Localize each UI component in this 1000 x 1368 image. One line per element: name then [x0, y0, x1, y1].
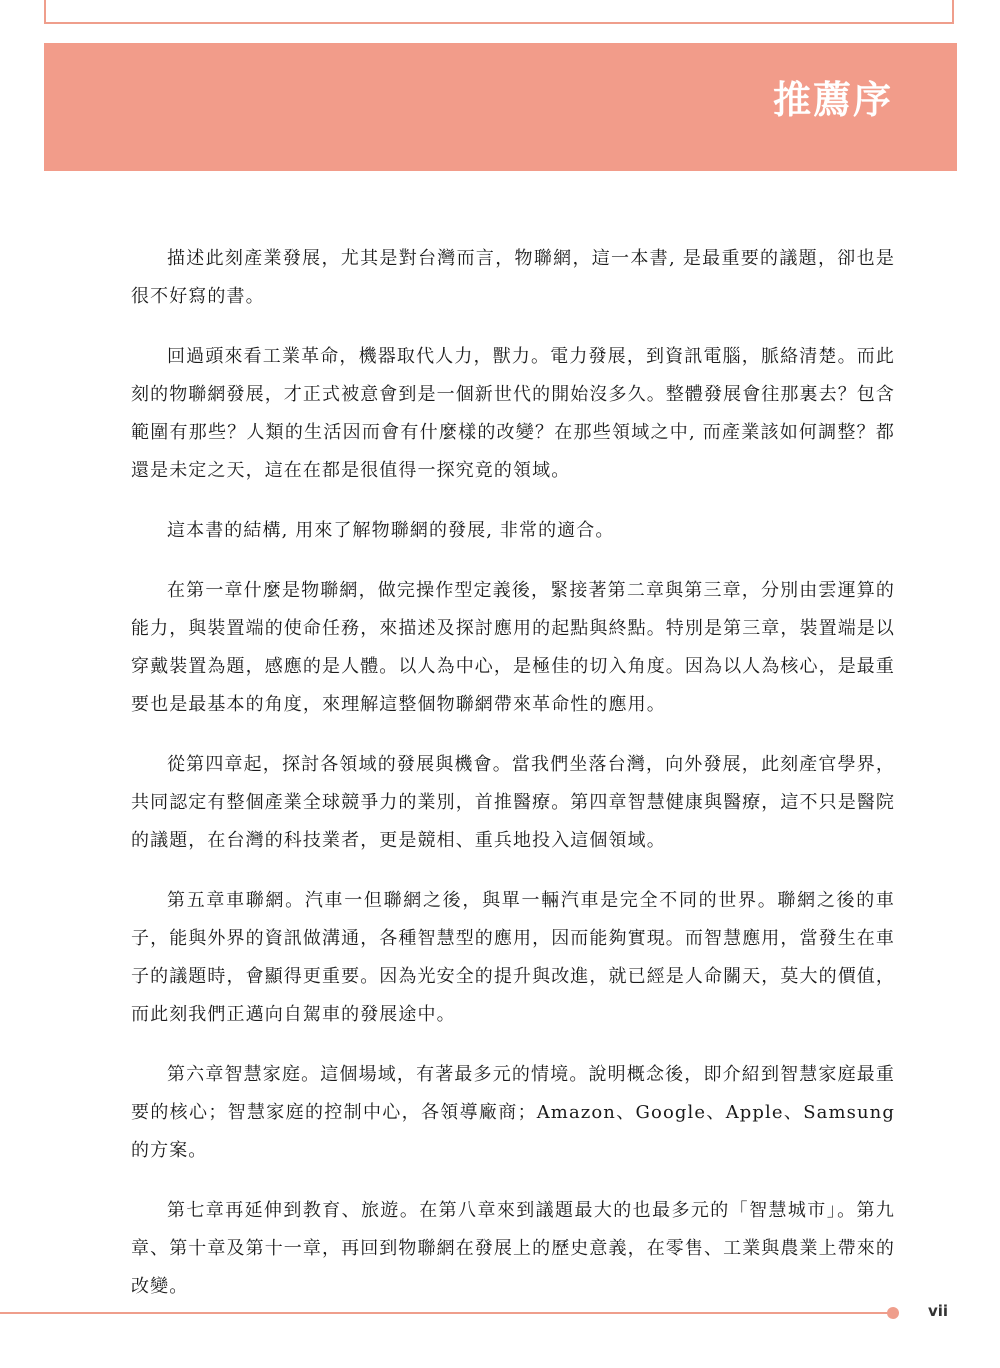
- paragraph-7: 第六章智慧家庭。這個場域，有著最多元的情境。說明概念後，即介紹到智慧家庭最重要的核心；智慧家庭的控制中心，各領導廠商；Amazon、Google、Apple、Samsung的方案。: [131, 1064, 895, 1161]
- paragraph-8: 第七章再延伸到教育、旅遊。在第八章來到議題最大的也最多元的「智慧城市」。第九章、第十章及第十一章，再回到物聯網在發展上的歷史意義，在零售、工業與農業上帶來的改變。: [131, 1200, 895, 1297]
- top-frame-border: [44, 0, 954, 24]
- body-text: [131, 240, 895, 1328]
- title-banner: [44, 43, 957, 171]
- paragraph-4: 在第一章什麼是物聯網，做完操作型定義後，緊接著第二章與第三章，分別由雲運算的能力，與裝置端的使命任務，來描述及探討應用的起點與終點。特別是第三章，裝置端是以穿戴裝置為題，感應的是人體。以人為中心，是極佳的切入角度。因為以人為核心，是最重要也是最基本的角度，來理解這整個物聯網帶來革命性的應用。: [131, 580, 895, 715]
- footer-rule: [0, 1312, 893, 1314]
- footer-dot: [887, 1307, 899, 1319]
- paragraph-1: 描述此刻產業發展，尤其是對台灣而言，物聯網，這一本書, 是最重要的議題，卻也是很不好寫的書。: [131, 248, 895, 307]
- page-title: 推薦序: [772, 78, 893, 122]
- paragraph-6: 第五章車聯網。汽車一但聯網之後，與單一輛汽車是完全不同的世界。聯網之後的車子，能與外界的資訊做溝通，各種智慧型的應用，因而能夠實現。而智慧應用，當發生在車子的議題時，會顯得更重要。因為光安全的提升與改進，就已經是人命關天，莫大的價值，而此刻我們正邁向自駕車的發展途中。: [131, 890, 895, 1025]
- paragraph-2: 回過頭來看工業革命，機器取代人力，獸力。電力發展，到資訊電腦，脈絡清楚。而此刻的物聯網發展，才正式被意會到是一個新世代的開始沒多久。整體發展會往那裏去？包含範圍有那些？人類的生活因而會有什麼樣的改變？在那些領域之中, 而產業該如何調整？都還是未定之天，這在在都是很值得一探究竟的領域。: [131, 346, 895, 481]
- page-number: vii: [928, 1302, 949, 1320]
- paragraph-5: 從第四章起，探討各領域的發展與機會。當我們坐落台灣，向外發展，此刻產官學界，共同認定有整個產業全球競爭力的業別，首推醫療。第四章智慧健康與醫療，這不只是醫院的議題，在台灣的科技業者，更是競相、重兵地投入這個領域。: [131, 754, 895, 851]
- paragraph-3: 這本書的結構, 用來了解物聯網的發展, 非常的適合。: [167, 520, 615, 541]
